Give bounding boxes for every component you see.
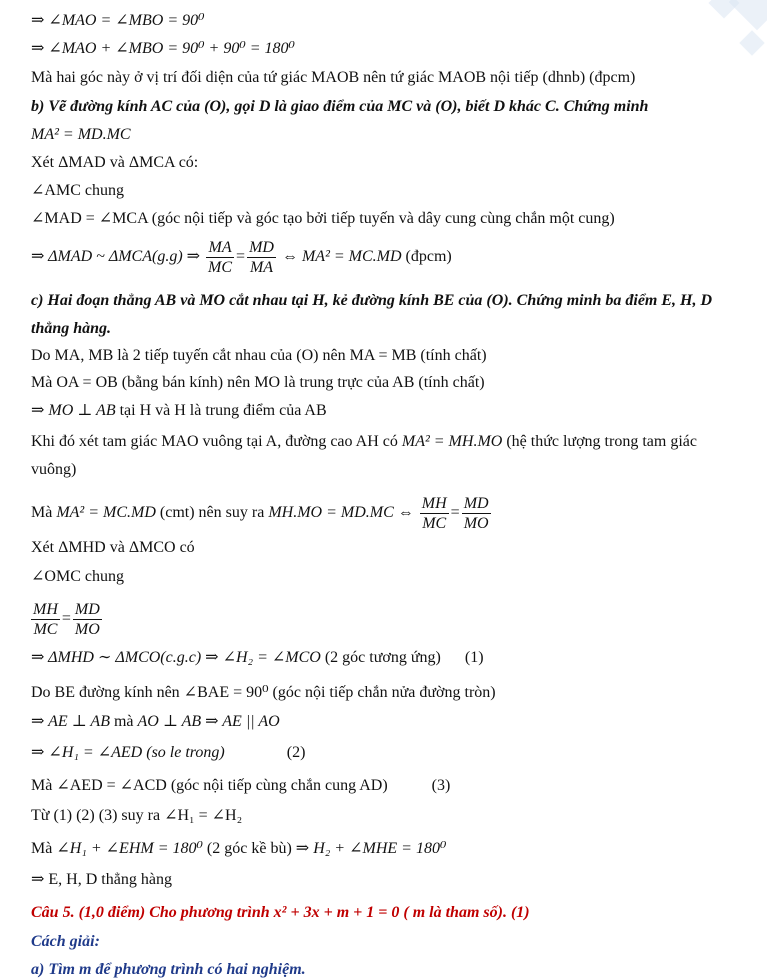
fraction-md-ma bbox=[247, 238, 276, 277]
part-b-claim: MA² = MD.MC bbox=[31, 126, 131, 143]
formula-h2-mhe: H₂ + ∠MHE = 180⁰ bbox=[313, 840, 447, 857]
numerator: MD bbox=[74, 601, 100, 618]
altitude-note: (hệ thức lượng trong tam giác bbox=[506, 433, 697, 450]
line-angles-sum: ⇒ ∠MAO + ∠MBO = 90⁰ + 90⁰ = 180⁰ bbox=[31, 40, 295, 57]
denominator: MC bbox=[208, 259, 233, 276]
fraction-md-mo bbox=[462, 494, 491, 533]
line-ratio-equal bbox=[31, 600, 104, 639]
line-similar-triangles bbox=[31, 238, 452, 277]
fraction-ma-mc bbox=[206, 238, 234, 277]
equation-label-2: (2) bbox=[286, 744, 306, 761]
formula-ma-sq: MA² = MC.MD bbox=[56, 504, 156, 522]
numerator: MD bbox=[249, 239, 274, 256]
altitude-formula: MA² = MH.MO bbox=[401, 433, 503, 450]
line-angles-equal: ⇒ ∠MAO = ∠MBO = 90⁰ bbox=[31, 12, 205, 29]
text-ma: Mà bbox=[31, 504, 53, 522]
equals-sign: = bbox=[450, 504, 460, 522]
sas-statement: ⇒ ΔMHD ∼ ΔMCO(c.g.c) ⇒ ∠H₂ = ∠MCO bbox=[31, 649, 321, 666]
line-consider-mhd-mco: Xét ΔMHD và ΔMCO có bbox=[31, 539, 195, 556]
line-sas-similar bbox=[31, 648, 484, 668]
line-collinear: ⇒ E, H, D thẳng hàng bbox=[31, 871, 172, 888]
sas-note: (2 góc tương ứng) bbox=[324, 649, 441, 666]
equation-label-1: (1) bbox=[464, 649, 484, 666]
line-supplementary bbox=[31, 839, 446, 859]
denominator: MO bbox=[463, 515, 489, 532]
numerator: MD bbox=[463, 495, 489, 512]
numerator: MH bbox=[421, 495, 447, 512]
line-bae-right-angle: Do BE đường kính nên ∠BAE = 90⁰ (góc nội tiếp chắn nửa đường tròn) bbox=[31, 684, 496, 701]
perp-note: tại H và H là trung điểm của AB bbox=[119, 402, 327, 419]
part-c-heading: c) Hai đoạn thẳng AB và MO cắt nhau tại H, kẻ đường kính BE của (O). Chứng minh ba điểm E, H, D bbox=[31, 292, 713, 309]
formula-h1-ehm: ∠H₁ + ∠EHM = 180⁰ bbox=[56, 840, 203, 857]
inscribed-angles-text: Mà ∠AED = ∠ACD (góc nội tiếp cùng chắn cung AD) bbox=[31, 777, 388, 794]
text-cmt: (cmt) nên suy ra bbox=[159, 504, 265, 522]
line-equal-angles: ∠MAD = ∠MCA (góc nội tiếp và góc tạo bởi tiếp tuyến và dây cung cùng chắn một cung) bbox=[31, 210, 615, 227]
equation-label-3: (3) bbox=[431, 777, 451, 794]
corner-decoration bbox=[677, 0, 767, 70]
numerator: MA bbox=[206, 238, 234, 258]
part-a-heading: a) Tìm m để phương trình có hai nghiệm. bbox=[31, 961, 306, 978]
line-perpendicular-bisector: Mà OA = OB (bằng bán kính) nên MO là trung trực của AB (tính chất) bbox=[31, 374, 485, 391]
line-conclude-h1-h2: Từ (1) (2) (3) suy ra ∠H₁ = ∠H₂ bbox=[31, 807, 243, 824]
text-ma: Mà bbox=[31, 840, 53, 857]
part-b-heading: b) Vẽ đường kính AC của (O), gọi D là giao điểm của MC và (O), biết D khác C. Chứng minh bbox=[31, 98, 649, 115]
formula-products: MH.MO = MD.MC ⇔ bbox=[268, 504, 414, 522]
line-derive-ratio bbox=[31, 494, 493, 533]
part-c-heading-cont: thẳng hàng. bbox=[31, 320, 112, 337]
denominator: MA bbox=[249, 259, 274, 276]
line-altitude-relation bbox=[31, 432, 697, 452]
denominator: MO bbox=[74, 621, 100, 638]
denominator: MC bbox=[33, 621, 58, 638]
question-5-heading: Câu 5. (1,0 điểm) Cho phương trình x² + 3x + m + 1 = 0 ( m là tham số). (1) bbox=[31, 904, 530, 921]
equals-sign: = bbox=[236, 248, 246, 266]
equals-sign: = bbox=[61, 610, 71, 628]
line-cyclic-conclusion: Mà hai góc này ở vị trí đối diện của tứ giác MAOB nên tứ giác MAOB nội tiếp (dhnb) (đpcm) bbox=[31, 69, 636, 86]
ao-perp-ab: AO ⊥ AB ⇒ AE || AO bbox=[137, 713, 280, 730]
line-altitude-cont: vuông) bbox=[31, 461, 77, 478]
line-inscribed-angles bbox=[31, 776, 450, 796]
fraction-mh-mc bbox=[420, 494, 449, 533]
supplementary-note: (2 góc kề bù) ⇒ bbox=[206, 840, 310, 857]
similar-result: ⇔ MA² = MC.MD bbox=[281, 248, 402, 266]
fraction-mh-mc bbox=[31, 600, 60, 639]
line-common-angle: ∠AMC chung bbox=[31, 182, 124, 199]
line-alternate-angles bbox=[31, 743, 305, 763]
similar-statement: ⇒ ΔMAD ~ ΔMCA(g.g) ⇒ bbox=[31, 248, 201, 266]
line-ae-parallel-ao bbox=[31, 712, 280, 732]
line-consider-triangles: Xét ΔMAD và ΔMCA có: bbox=[31, 154, 199, 171]
line-omc-common: ∠OMC chung bbox=[31, 568, 124, 585]
ae-perp-ab: ⇒ AE ⊥ AB bbox=[31, 713, 110, 730]
text-but: mà bbox=[113, 713, 134, 730]
altitude-text: Khi đó xét tam giác MAO vuông tại A, đường cao AH có bbox=[31, 433, 398, 450]
alternate-angles-text: ⇒ ∠H₁ = ∠AED (so le trong) bbox=[31, 744, 225, 761]
fraction-md-mo bbox=[73, 600, 102, 639]
perp-statement: ⇒ MO ⊥ AB bbox=[31, 402, 116, 419]
line-mo-perp-ab bbox=[31, 401, 327, 421]
qed-label: (đpcm) bbox=[405, 248, 452, 266]
method-label: Cách giải: bbox=[31, 933, 100, 950]
denominator: MC bbox=[422, 515, 447, 532]
line-tangents: Do MA, MB là 2 tiếp tuyến cắt nhau của (O) nên MA = MB (tính chất) bbox=[31, 347, 487, 364]
numerator: MH bbox=[33, 601, 58, 618]
